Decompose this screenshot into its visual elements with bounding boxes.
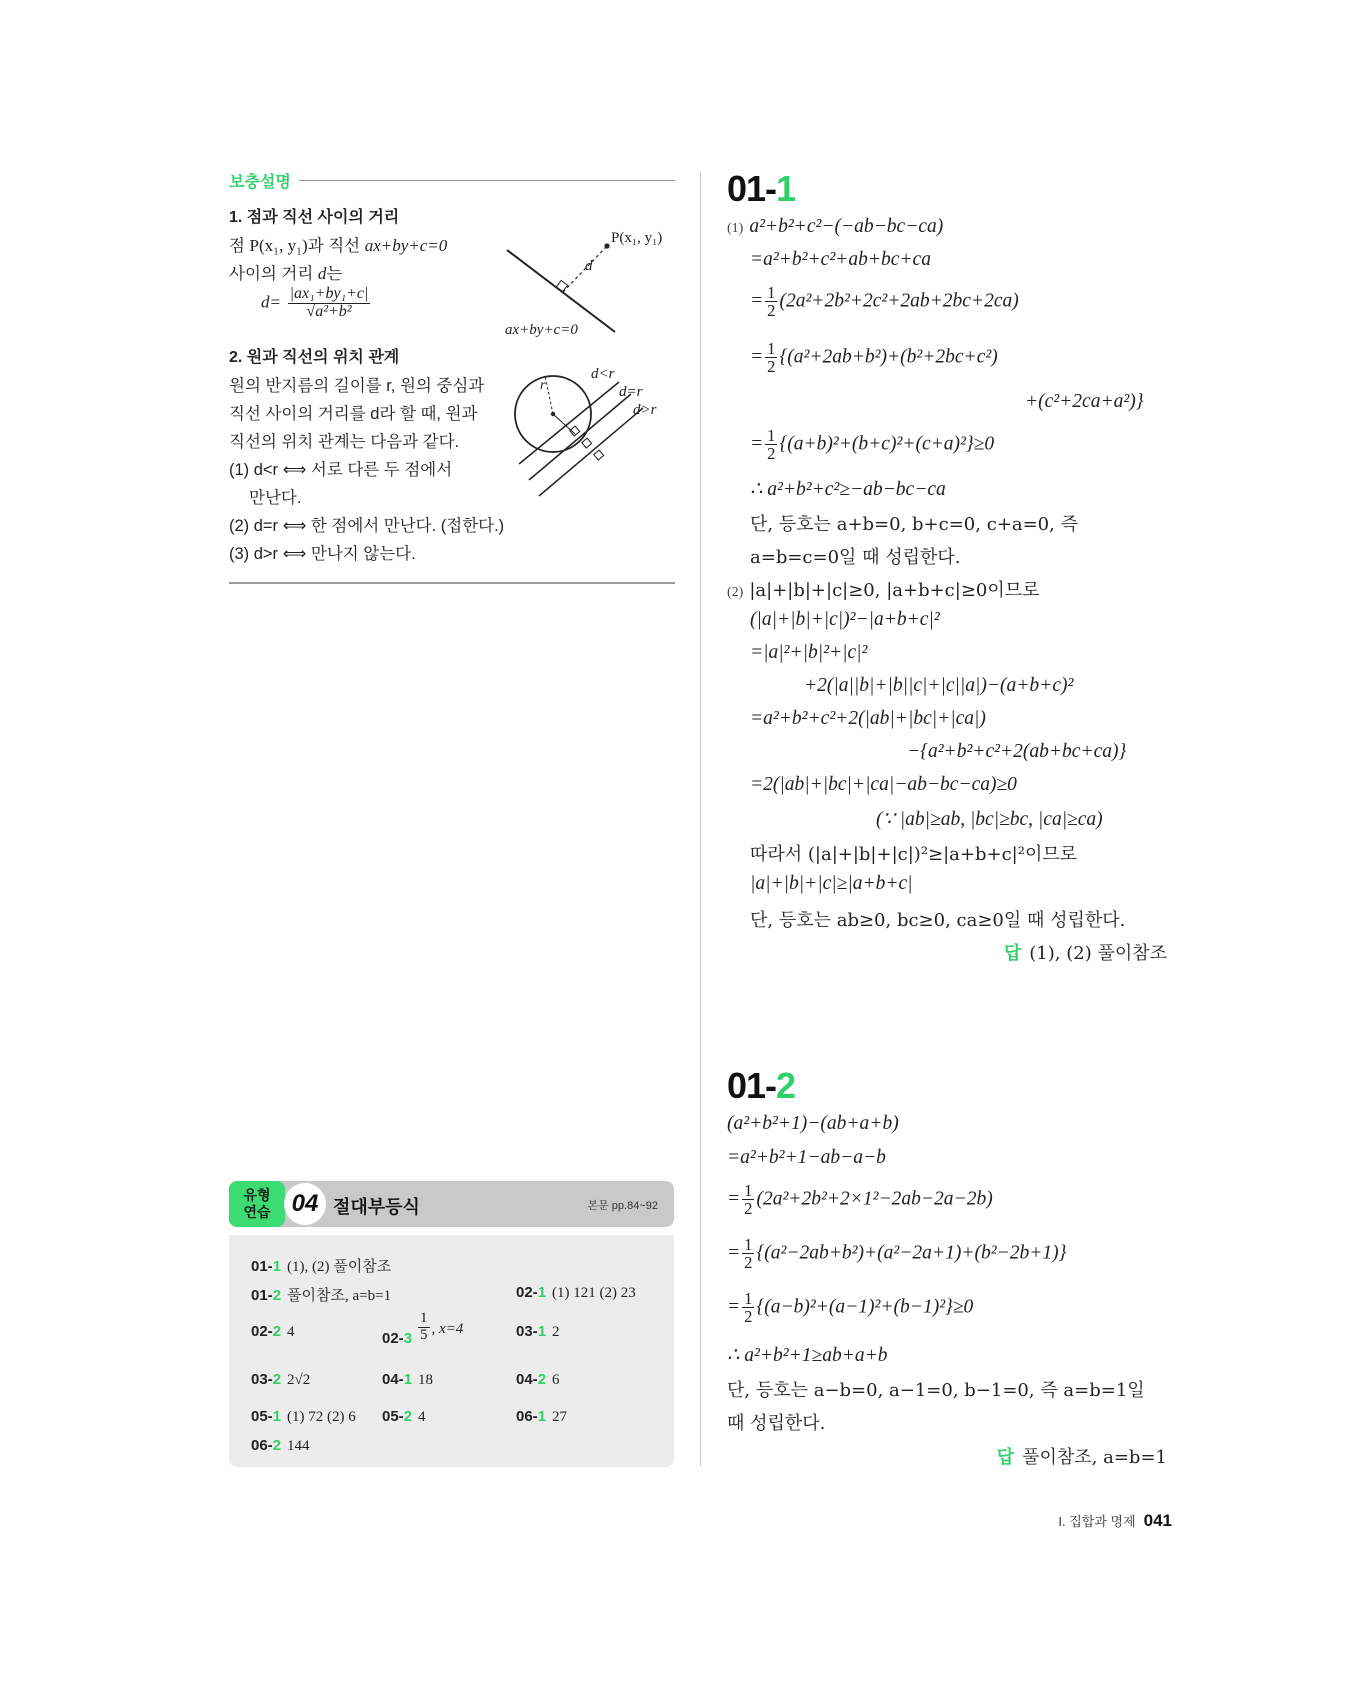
circle-lines-figure [507,368,677,500]
supplement-heading: 보충설명 [229,173,291,191]
solution-line: 단, 등호는 ab≥0, bc≥0, ca≥0일 때 성립한다. [750,910,1126,931]
section2-title: 2. 원과 직선의 위치 관계 [229,349,400,366]
panel-page-reference: 본문 pp.84~92 [587,1200,658,1212]
case3: (3) d>r ⟺ 만나지 않는다. [229,545,416,563]
figure-deqr-label: d=r [619,384,643,400]
distance-formula: d= $\frac{\text{|ax₁+by₁+c|}}{\text{√a²+b²}}$ [261,285,369,320]
case1: (1) d<r ⟺ 서로 다른 두 점에서 [229,461,453,479]
solution-line: (2) |a|+|b|+|c|≥0, |a+b+c|≥0이므로 [727,580,1040,601]
panel-body [229,1235,674,1467]
panel-number: 04 [284,1183,326,1225]
solution-line: = $\frac{1}{2}$ {(a+b)²+(b+c)²+(c+a)²}≥0 [750,426,995,464]
solution-line: (a²+b²+1)−(ab+a+b) [727,1113,899,1134]
solution-line: =|a|²+|b|²+|c|² [750,642,868,663]
figure-line-label: ax+by+c=0 [505,322,578,338]
section2-line2: 직선 사이의 거리를 d라 할 때, 원과 [229,405,478,423]
section1-line2: 사이의 거리 d는 [229,264,343,283]
solution-line: =a²+b²+c²+2(|ab|+|bc|+|ca|) [750,708,986,729]
answer-item: 02-1 (1) 121 (2) 23 [516,1284,636,1301]
answer-item: 06-2 144 [251,1437,310,1454]
solution-line: = $\frac{1}{2}$ {(a²+2ab+b²)+(b²+2bc+c²) [750,339,998,377]
case1-cont: 만난다. [249,489,302,507]
solution-line: = $\frac{1}{2}$ (2a²+2b²+2c²+2ab+2bc+2ca) [750,283,1019,321]
solution-line: = $\frac{1}{2}$ {(a−b)²+(a−1)²+(b−1)²}≥0 [727,1289,974,1327]
figure-dgtr-label: d>r [633,402,657,418]
answer-item: 04-1 18 [382,1371,434,1388]
solution-line: 단, 등호는 a−b=0, a−1=0, b−1=0, 즉 a=b=1일 [727,1380,1145,1401]
solution-line: (∵ |ab|≥ab, |bc|≥bc, |ca|≥ca) [876,809,1103,830]
solution-line: = $\frac{1}{2}$ (2a²+2b²+2×1²−2ab−2a−2b) [727,1181,993,1219]
answer-item: 05-1 (1) 72 (2) 6 [251,1408,356,1425]
section2-line3: 직선의 위치 관계는 다음과 같다. [229,433,460,451]
answer-item: 01-2 풀이참조, a=b=1 [251,1287,392,1304]
figure-r-label: r [540,378,546,393]
answer-item: 06-1 27 [516,1408,568,1425]
answer-item: 04-2 6 [516,1371,560,1388]
solution-line: (1) a²+b²+c²−(−ab−bc−ca) [727,216,944,237]
solution-line: 따라서 (|a|+|b|+|c|)²≥|a+b+c|²이므로 [750,844,1078,865]
divider [299,180,675,181]
solution-line: =2(|ab|+|bc|+|ca|−ab−bc−ca)≥0 [750,774,1017,795]
page-number: 041 [1143,1511,1172,1530]
footer-section: I. 집합과 명제 [1058,1514,1136,1529]
section2-line1: 원의 반지름의 길이를 r, 원의 중심과 [229,377,485,395]
figure-dltr-label: d<r [591,366,615,382]
section1-line1: 점 P(x₁, y₁)과 직선 ax+by+c=0 [229,236,448,255]
solution-line: 때 성립한다. [727,1413,826,1434]
answer-summary-panel [229,1181,674,1467]
column-divider [700,172,701,1466]
solution-line: 단, 등호는 a+b=0, b+c=0, c+a=0, 즉 [750,514,1078,535]
solution-line: +2(|a||b|+|b||c|+|c||a|)−(a+b+c)² [804,675,1074,696]
panel-title: 절대부등식 [333,1197,420,1217]
problem-title: 01-1 [727,168,796,209]
answer-item: 03-2 2√2 [251,1371,311,1388]
case2: (2) d=r ⟺ 한 점에서 만난다. (접한다.) [229,517,505,535]
answer-item: 05-2 4 [382,1408,426,1425]
figure-d-label: d [585,258,593,274]
solution-line: ∴ a²+b²+c²≥−ab−bc−ca [750,479,946,500]
problem-title: 01-2 [727,1065,796,1106]
divider [229,582,675,584]
supplement-header [229,168,675,192]
solution-line: (|a|+|b|+|c|)²−|a+b+c|² [750,609,940,630]
answer-item: 02-3 $\frac{1}{5}$ , x=4 [382,1310,464,1348]
panel-tag: 유형 연습 [229,1181,285,1227]
solution-line: −{a²+b²+c²+2(ab+bc+ca)} [907,741,1127,762]
final-answer: 답 (1), (2) 풀이참조 [1003,943,1167,964]
figure-point-label: P(x₁, y₁) [611,230,663,246]
section1-title: 1. 점과 직선 사이의 거리 [229,209,400,226]
solution-line: |a|+|b|+|c|≥|a+b+c| [750,873,913,894]
solution-line: ∴ a²+b²+1≥ab+a+b [727,1345,888,1366]
page-footer [1058,1511,1172,1531]
final-answer: 답 풀이참조, a=b=1 [996,1447,1167,1468]
solution-line: = $\frac{1}{2}$ {(a²−2ab+b²)+(a²−2a+1)+(b²−2b+1)} [727,1235,1067,1273]
answer-item: 03-1 2 [516,1323,560,1340]
solution-line: =a²+b²+c²+ab+bc+ca [750,249,931,270]
answer-item: 01-1 (1), (2) 풀이참조 [251,1258,392,1275]
answer-item: 02-2 4 [251,1323,295,1340]
solution-line: a=b=c=0일 때 성립한다. [750,547,961,568]
solution-line: +(c²+2ca+a²)} [1025,391,1144,412]
solution-line: =a²+b²+1−ab−a−b [727,1147,886,1168]
supplement-box [229,168,675,563]
